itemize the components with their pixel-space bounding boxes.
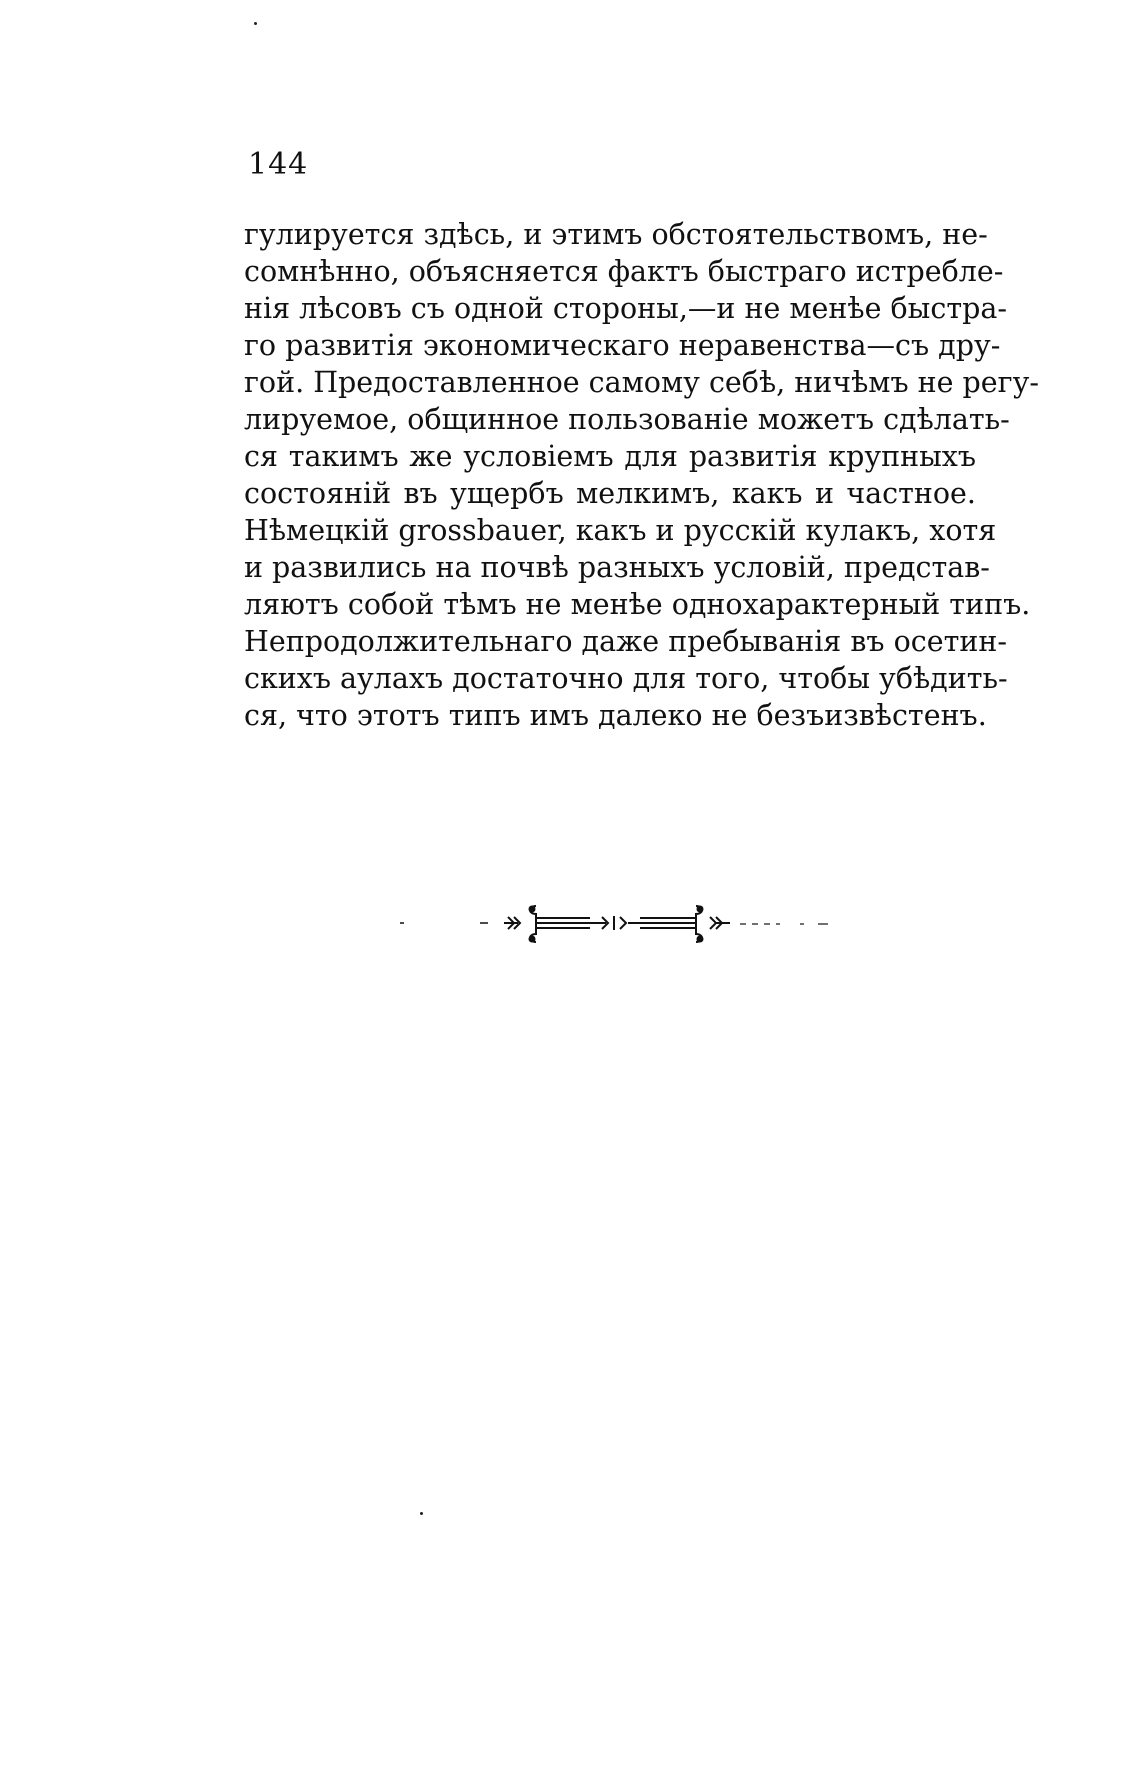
- text-line: ся такимъ же условіемъ для развитія крупныхъ: [244, 440, 976, 473]
- text-line: скихъ аулахъ достаточно для того, чтобы убѣдить-: [244, 662, 1008, 695]
- text-line: го развитія экономическаго неравенства—съ дру-: [244, 329, 1001, 362]
- text-line: сомнѣнно, объясняется фактъ быстраго истребле-: [244, 255, 1004, 288]
- decorative-tailpiece-icon: [400, 898, 840, 948]
- text-line: нія лѣсовъ съ одной стороны,—и не менѣе быстра-: [244, 292, 1007, 325]
- page-number: 144: [248, 147, 309, 182]
- body-text: [244, 216, 1039, 734]
- text-line: ся, что этотъ типъ имъ далеко не безъизвѣстенъ.: [244, 699, 987, 732]
- text-line: Непродолжительнаго даже пребыванія въ осетин-: [244, 625, 1007, 658]
- ink-speck-top: [254, 22, 257, 25]
- text-line: состояній въ ущербъ мелкимъ, какъ и частное.: [244, 477, 976, 510]
- text-line: лируемое, общинное пользованіе можетъ сдѣлать-: [244, 403, 1010, 436]
- ink-speck-bottom: [420, 1512, 423, 1515]
- text-line: ляютъ собой тѣмъ не менѣе однохарактерный типъ.: [244, 588, 1031, 621]
- text-line: гой. Предоставленное самому себѣ, ничѣмъ не регу-: [244, 366, 1039, 399]
- text-line: и развились на почвѣ разныхъ условій, представ-: [244, 551, 990, 584]
- text-line: гулируется здѣсь, и этимъ обстоятельствомъ, не-: [244, 218, 988, 251]
- text-line: Нѣмецкій grossbauer, какъ и русскій кулакъ, хотя: [244, 514, 997, 547]
